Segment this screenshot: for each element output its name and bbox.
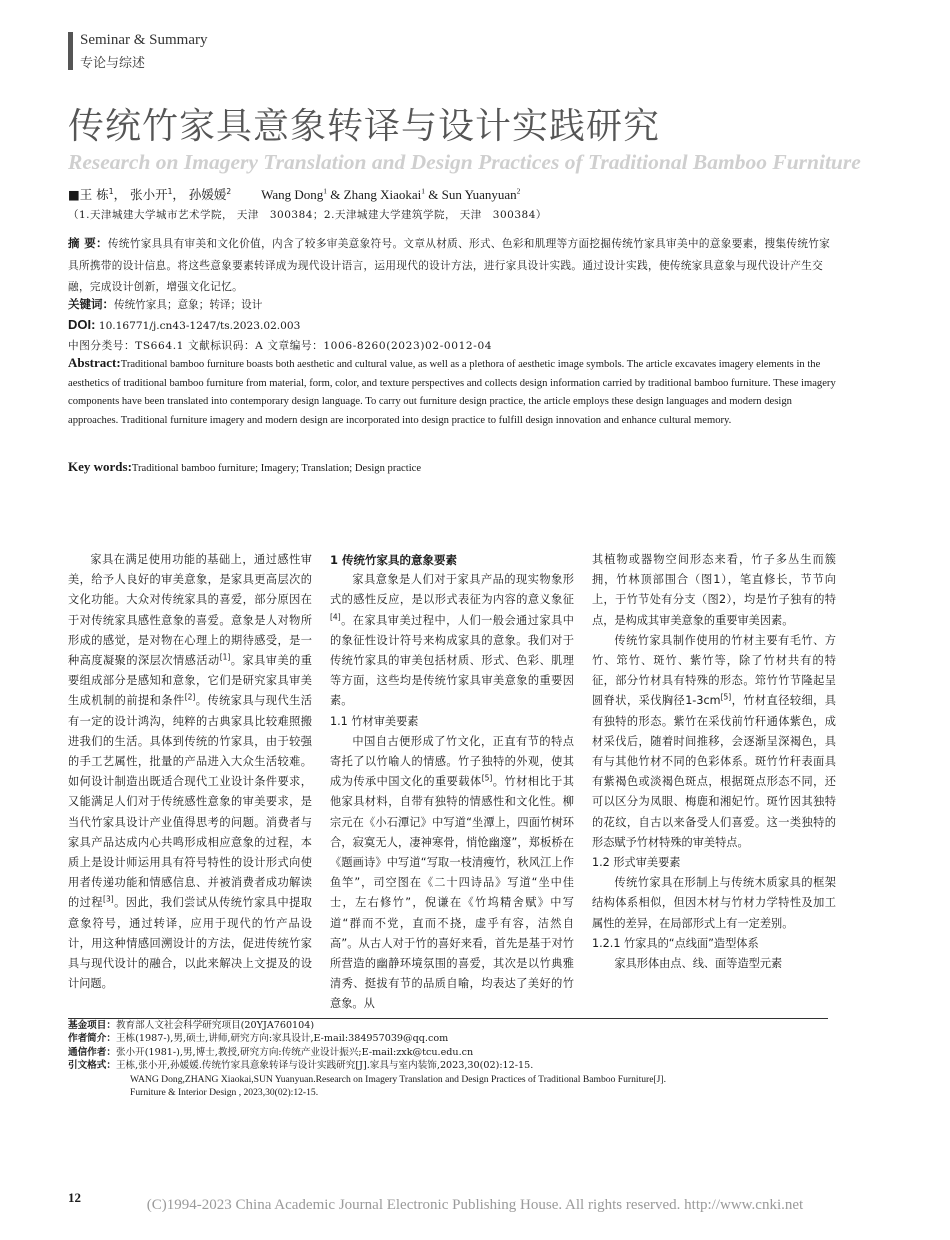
author-2-en: Zhang Xiaokai xyxy=(343,187,422,202)
affil-sup: 1 xyxy=(108,186,114,196)
doi-label: DOI: xyxy=(68,317,96,332)
abstract-en-text: Traditional bamboo furniture boasts both aesthetic and cultural value, as well as a plethora of aesthetic image symbols. The article excavates imagery elements in the aesthetics of traditional bamboo furniture from material, form, color, and texture perspectives and collects design information carried by traditional bamboo furniture. These imagery components have been translated into contemporary design language. To carry out furniture design practice, the article employs these design languages and modern design approaches. Traditional furniture imagery and modern design are incorporated into design practice to fulfill design innovation and enhance cultural memory. xyxy=(68,359,836,426)
text-run: 。家具审美的重要组成部分是感知和意象，它们是研究家具审美生成机制的前提和条件 xyxy=(68,654,312,708)
page-number: 12 xyxy=(68,1190,81,1205)
paragraph: 家具形体由点、线、面等造型元素 xyxy=(614,957,783,971)
author-2-cn: 张小开 xyxy=(130,187,168,202)
author-line xyxy=(68,185,520,203)
author-1-cn: ■王 栋 xyxy=(68,187,109,202)
authors-en xyxy=(261,187,520,202)
citation-ref[interactable]: [4] xyxy=(330,611,341,621)
abstract-cn-text: 传统竹家具具有审美和文化价值，内含了较多审美意象符号。文章从材质、形式、色彩和肌理等方面挖掘传统竹家具审美中的意象要素，搜集传统竹家具所携带的设计信息。将这些意象要素转译成为现代设计语言，运用现代的设计方法，进行家具设计实践。通过设计实践，使传统家具意象与现代设计产生交融，完成设计创新，增强文化记忆。 xyxy=(68,238,831,293)
footnote-text: 王栋,张小开,孙媛媛.传统竹家具意象转译与设计实践研究[J].家具与室内装饰,2023,30(02):12-15. xyxy=(115,1060,534,1072)
author-amp: & xyxy=(327,187,344,202)
affil-sup: 1 xyxy=(421,186,426,196)
footnote-fund xyxy=(68,1019,848,1032)
paragraph xyxy=(68,550,312,994)
citation-ref[interactable]: [2] xyxy=(184,692,196,702)
text-run: 传统竹家具制作使用的竹材主要有毛竹、方竹、筇竹、斑竹、紫竹等，除了竹材共有的特征，部分竹材具有特殊的形态。筇竹竹节隆起呈圆脊状，采伐胸径1-3cm xyxy=(592,633,836,708)
citation-ref[interactable]: [5] xyxy=(720,692,732,702)
doi-value[interactable]: 10.16771/j.cn43-1247/ts.2023.02.003 xyxy=(98,320,301,332)
affil-sup: 1 xyxy=(167,186,173,196)
keywords-cn xyxy=(68,296,262,312)
footnotes xyxy=(68,1019,848,1099)
footnote-citation-en-2: Furniture & Interior Design , 2023,30(02):12-15. xyxy=(130,1087,319,1099)
keywords-cn-text: 传统竹家具；意象；转译；设计 xyxy=(114,299,263,311)
affil-sup: 1 xyxy=(323,186,328,196)
doi[interactable] xyxy=(68,317,300,332)
footnote-label: 基金项目： xyxy=(68,1020,116,1031)
keywords-en xyxy=(68,459,421,475)
page-title-en: Research on Imagery Translation and Design Practices of Traditional Bamboo Furniture xyxy=(68,150,861,174)
footnote-text: 教育部人文社会科学研究项目(20YJA760104) xyxy=(115,1020,315,1031)
paragraph xyxy=(330,570,574,711)
citation-ref[interactable]: [5] xyxy=(481,773,493,783)
text-run: 中国自古便形成了竹文化，正直有节的特点寄托了以竹喻人的情感。竹子独特的外观，使其成为传承中国文化的重要载体 xyxy=(330,734,574,789)
text-run: 家具意象是人们对于家具产品的现实物象形式的感性反应，是以形式表征为内容的意义象征 xyxy=(330,573,574,607)
copyright-watermark: (C)1994-2023 China Academic Journal Electronic Publishing House. All rights reserved. http://www.cnki.net xyxy=(146,1197,804,1213)
body-column-1 xyxy=(68,550,312,994)
text-run: ，竹材直径较细，具有独特的形态。紫竹在采伐前竹秆通体紫色，成材采伐后，随着时间推移，会逐渐呈深褐色，具有与其他竹材不同的色彩体系。斑竹竹秆表面具有紫褐色或淡褐色斑点，根据斑点形态不同，还可以区分为凤眼、梅鹿和湘妃竹。斑竹因其独特的花纹，自古以来备受人们喜爱。这一类独特的形态赋予竹材特殊的审美特点。 xyxy=(592,694,836,849)
paragraph xyxy=(592,631,836,853)
author-1-en: Wang Dong xyxy=(261,187,324,202)
paragraph xyxy=(330,732,574,1015)
section-heading: 1 传统竹家具的意象要素 xyxy=(330,553,458,567)
affil-sup: 2 xyxy=(226,186,232,196)
footnote-label: 作者简介： xyxy=(68,1033,116,1045)
citation-ref[interactable]: [3] xyxy=(103,894,114,904)
author-3-cn: 孙媛媛 xyxy=(188,187,227,202)
footnote-text: 张小开(1981-),男,博士,教授,研究方向:传统产业设计振兴;E-mail:zxk@tcu.edu.cn xyxy=(115,1046,474,1058)
author-sep: ， xyxy=(172,187,185,202)
page-title: 传统竹家具意象转译与设计实践研究 xyxy=(68,106,661,147)
subsubsection-heading: 1.2.1 竹家具的“点线面”造型体系 xyxy=(592,936,759,950)
affil-sup: 2 xyxy=(516,186,521,196)
footnote-citation xyxy=(68,1059,848,1072)
footnote-text: 王栋(1987-),男,硕士,讲师,研究方向:家具设计,E-mail:384957039@qq.com xyxy=(115,1033,449,1045)
abstract-en-label: Abstract: xyxy=(68,355,121,370)
abstract-en xyxy=(68,354,838,430)
section-label-en: Seminar & Summary xyxy=(80,32,208,48)
paragraph: 传统竹家具在形制上与传统木质家具的框架结构体系相似，但因木材与竹材力学特性及加工属性的差异，在局部形式上有一定差别。 xyxy=(592,876,836,930)
affiliation: （1.天津城建大学城市艺术学院， 天津 300384；2.天津城建大学建筑学院， 天津 300384） xyxy=(68,209,547,221)
keywords-en-text: Traditional bamboo furniture; Imagery; Translation; Design practice xyxy=(131,463,422,474)
footnote-corresponding xyxy=(68,1046,848,1059)
body-column-3 xyxy=(592,550,836,974)
section-bar xyxy=(68,32,73,70)
text-run: 家具在满足使用功能的基础上，通过感性审美，给予人良好的审美意象，是家具更高层次的文化功能。大众对传统家具的喜爱，部分原因在于对传统家具感性意象的喜爱。意象是人对物所形成的感觉，是对物在心理上的期待感受，是一种高度凝聚的深层次情感活动 xyxy=(68,553,312,668)
subsection-heading: 1.1 竹材审美要素 xyxy=(330,714,419,728)
footnote-label: 引文格式： xyxy=(68,1060,116,1072)
text-run: 。在家具审美过程中，人们一般会通过家具中的象征性设计符号来构成家具的意象。我们对于传统竹家具的审美包括材质、形式、色彩、肌理等方面，这些均是传统竹家具审美意象的重要因素。 xyxy=(330,613,574,708)
abstract-cn-label: 摘 要： xyxy=(68,236,108,250)
classification-line: 中图分类号：TS664.1 文献标识码：A 文章编号：1006-8260(2023)02-0012-04 xyxy=(68,340,493,352)
section-label-cn: 专论与综述 xyxy=(80,56,146,71)
text-run: 。竹材相比于其他家具材料，自带有独特的情感性和文化性。柳宗元在《小石潭记》中写道“坐潭上，四面竹树环合，寂寞无人，凄神寒骨，悄怆幽邃”，郑板桥在《题画诗》中写道“写取一枝清瘦竹，秋风江上作鱼竿”，司空图在《二十四诗品》写道“坐中佳士，左右修竹”，倪谦在《竹坞精舍赋》中写道“群而不党，直而不挠，虚乎有容，洁然自高”。从古人对于竹的喜好来看，首先是基于对竹所营造的幽静环境氛围的喜爱，其次是以竹典雅清秀、挺拔有节的品质自喻，均表达了美好的竹意象。从 xyxy=(330,775,574,1011)
text-run: 。因此，我们尝试从传统竹家具中提取意象符号，通过转译，应用于现代的竹产品设计，用这种情感回溯设计的方法，促进传统竹家具与现代设计的融合，以此来解决上文提及的设计问题。 xyxy=(68,896,312,991)
author-amp: & xyxy=(425,187,442,202)
keywords-en-label: Key words: xyxy=(68,459,132,474)
subsection-heading: 1.2 形式审美要素 xyxy=(592,856,681,870)
footnote-author xyxy=(68,1032,848,1045)
author-3-en: Sun Yuanyuan xyxy=(441,187,517,202)
body-column-2 xyxy=(330,550,574,1015)
text-run: 。传统家具与现代生活有一定的设计鸿沟，纯粹的古典家具比较难照搬进我们的生活。具体到传统的竹家具，由于较强的手工艺属性，批量的产品进入大众生活较难。如何设计制造出既适合现代工业设计条件要求，又能满足人们对于传统感性意象的审美要求，是当代竹家具设计产业值得思考的问题。消费者与家具产品达成内心共鸣形成相应意象的过程，本质上是设计师运用具有符号特性的设计形式向使用者传递功能和情感信息、并被消费者成功解读的过程 xyxy=(68,694,312,910)
citation-ref[interactable]: [1] xyxy=(219,652,231,662)
abstract-cn xyxy=(68,233,838,299)
footnote-citation-en-1: WANG Dong,ZHANG Xiaokai,SUN Yuanyuan.Research on Imagery Translation and Design Practices of Traditional Bamboo Furniture[J]. xyxy=(130,1073,667,1085)
paragraph: 其植物或器物空间形态来看，竹子多丛生而簇拥，竹林顶部围合（图1），笔直修长，节节向上，于竹节处有分支（图2），均是竹子独有的特点，是构成其审美意象的重要审美因素。 xyxy=(592,553,836,627)
author-sep: ， xyxy=(113,187,127,202)
footnote-label: 通信作者： xyxy=(68,1046,116,1058)
keywords-cn-label: 关键词： xyxy=(68,297,114,311)
